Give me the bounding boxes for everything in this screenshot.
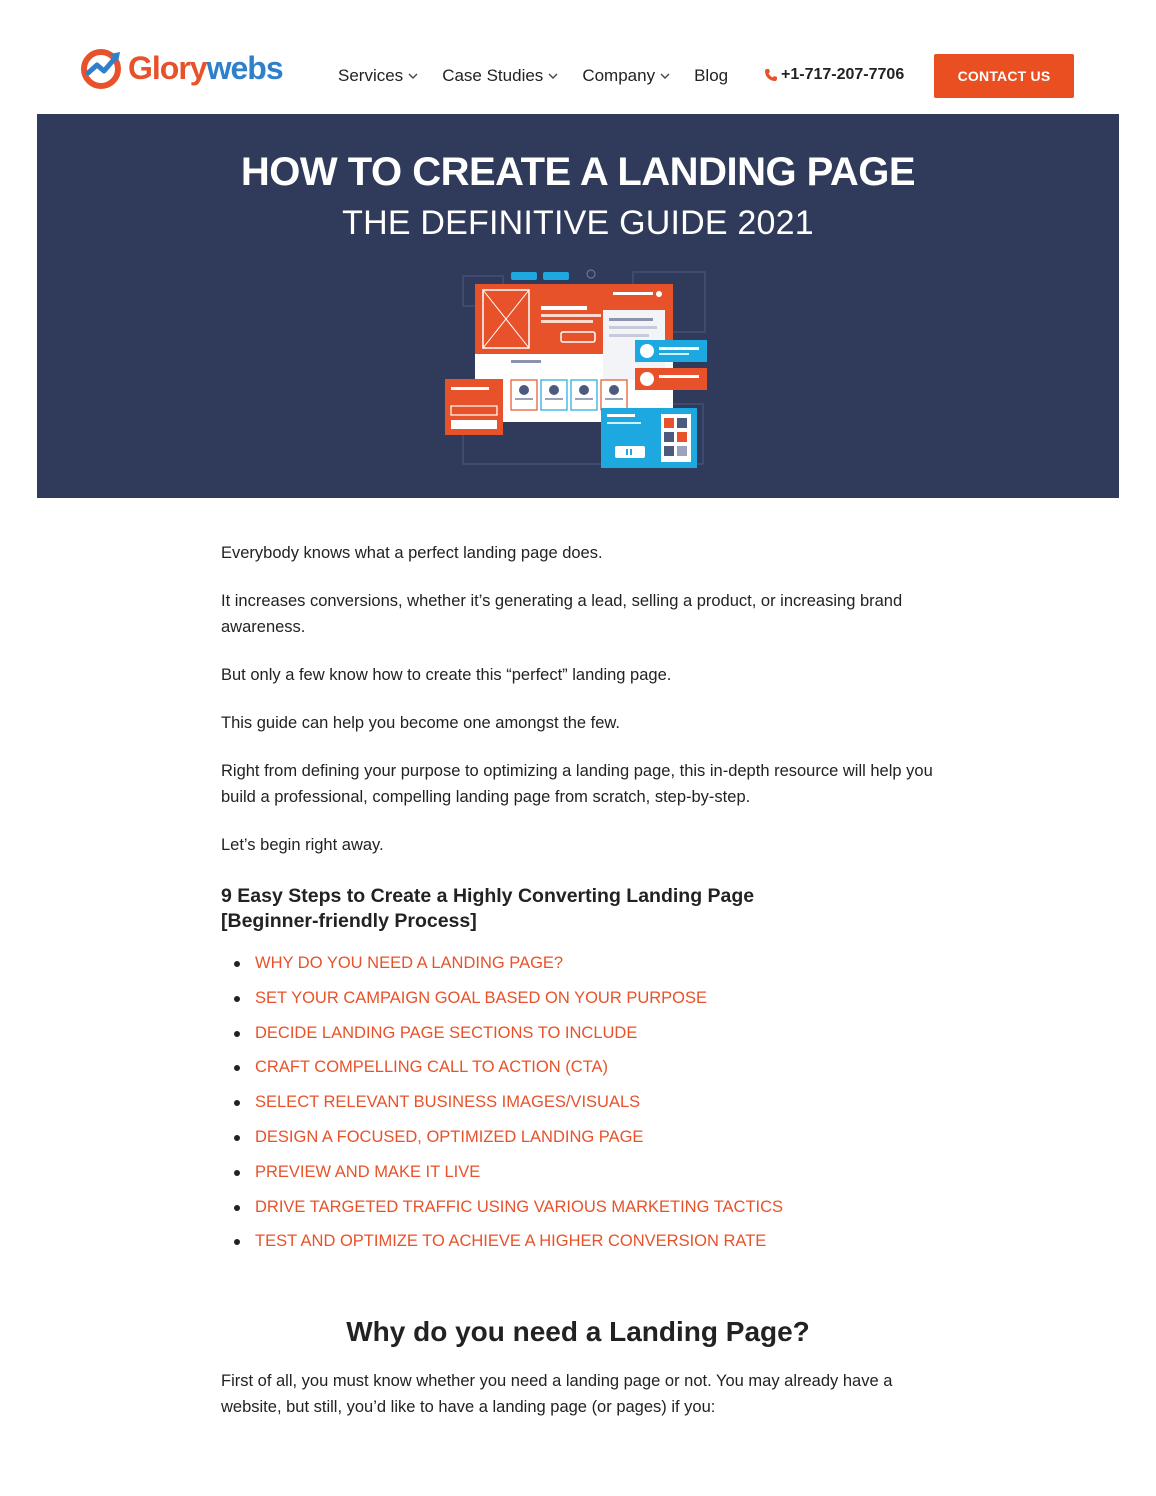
article-body — [221, 540, 941, 1267]
intro-paragraph: Right from defining your purpose to optimizing a landing page, this in-depth resource will help you build a professional, compelling landing page from scratch, step-by-step. — [221, 762, 933, 806]
section-paragraph: First of all, you must know whether you need a landing page or not. You may already have a website, but still, you’d like to have a landing page (or pages) if you: — [221, 1372, 893, 1416]
step-link[interactable]: PREVIEW AND MAKE IT LIVE — [255, 1162, 481, 1181]
step-link[interactable]: SET YOUR CAMPAIGN GOAL BASED ON YOUR PURPOSE — [255, 988, 708, 1007]
step-link[interactable]: DESIGN A FOCUSED, OPTIMIZED LANDING PAGE — [255, 1127, 644, 1146]
nav-label: Blog — [694, 66, 729, 85]
steps-heading: 9 Easy Steps to Create a Highly Converting Landing Page [Beginner-friendly Process] — [221, 885, 755, 932]
phone-icon — [764, 68, 778, 82]
steps-list — [221, 954, 941, 1267]
nav-label: Case Studies — [442, 66, 544, 85]
chevron-down-icon — [660, 71, 670, 81]
hero-title: HOW TO CREATE A LANDING PAGE — [240, 150, 916, 194]
intro-paragraph: It increases conversions, whether it’s generating a lead, selling a product, or increasing brand awareness. — [221, 592, 903, 636]
nav-label: Services — [338, 66, 404, 85]
phone-link[interactable] — [764, 66, 904, 84]
glorywebs-logo[interactable] — [80, 44, 290, 92]
step-link[interactable]: TEST AND OPTIMIZE TO ACHIEVE A HIGHER CONVERSION RATE — [255, 1232, 767, 1251]
logo-text: Glorywebs — [128, 50, 283, 86]
nav-item-blog[interactable] — [694, 66, 728, 86]
list-item — [221, 1232, 941, 1267]
step-link[interactable]: DRIVE TARGETED TRAFFIC USING VARIOUS MARKETING TACTICS — [255, 1197, 784, 1216]
site-header — [0, 0, 1156, 114]
intro-paragraph: This guide can help you become one amongst the few. — [221, 714, 621, 732]
step-link[interactable]: DECIDE LANDING PAGE SECTIONS TO INCLUDE — [255, 1023, 638, 1042]
list-item — [221, 1093, 941, 1128]
nav-item-services[interactable] — [338, 66, 418, 86]
intro-paragraph: Let’s begin right away. — [221, 836, 384, 854]
step-link[interactable]: WHY DO YOU NEED A LANDING PAGE? — [255, 954, 564, 972]
nav-item-company[interactable] — [582, 66, 670, 86]
hero-banner — [37, 114, 1119, 498]
chevron-down-icon — [548, 71, 558, 81]
hero-subtitle: THE DEFINITIVE GUIDE 2021 — [342, 204, 814, 242]
list-item — [221, 989, 941, 1024]
landing-page-illustration — [443, 264, 723, 474]
chevron-down-icon — [408, 71, 418, 81]
contact-us-button[interactable]: CONTACT US — [934, 54, 1074, 98]
list-item — [221, 1163, 941, 1198]
logo-icon — [80, 45, 126, 91]
nav-item-case-studies[interactable] — [442, 66, 558, 86]
list-item — [221, 1198, 941, 1233]
phone-number: +1-717-207-7706 — [781, 66, 905, 83]
intro-paragraph: Everybody knows what a perfect landing page does. — [221, 544, 603, 562]
nav-label: Company — [582, 66, 656, 85]
step-link[interactable]: CRAFT COMPELLING CALL TO ACTION (CTA) — [255, 1058, 608, 1077]
list-item — [221, 1058, 941, 1093]
section-heading: Why do you need a Landing Page? — [346, 1316, 810, 1347]
list-item — [221, 954, 941, 989]
list-item — [221, 1128, 941, 1163]
main-nav — [338, 64, 752, 88]
list-item — [221, 1024, 941, 1059]
step-link[interactable]: SELECT RELEVANT BUSINESS IMAGES/VISUALS — [255, 1093, 641, 1112]
intro-paragraph: But only a few know how to create this “perfect” landing page. — [221, 666, 672, 684]
